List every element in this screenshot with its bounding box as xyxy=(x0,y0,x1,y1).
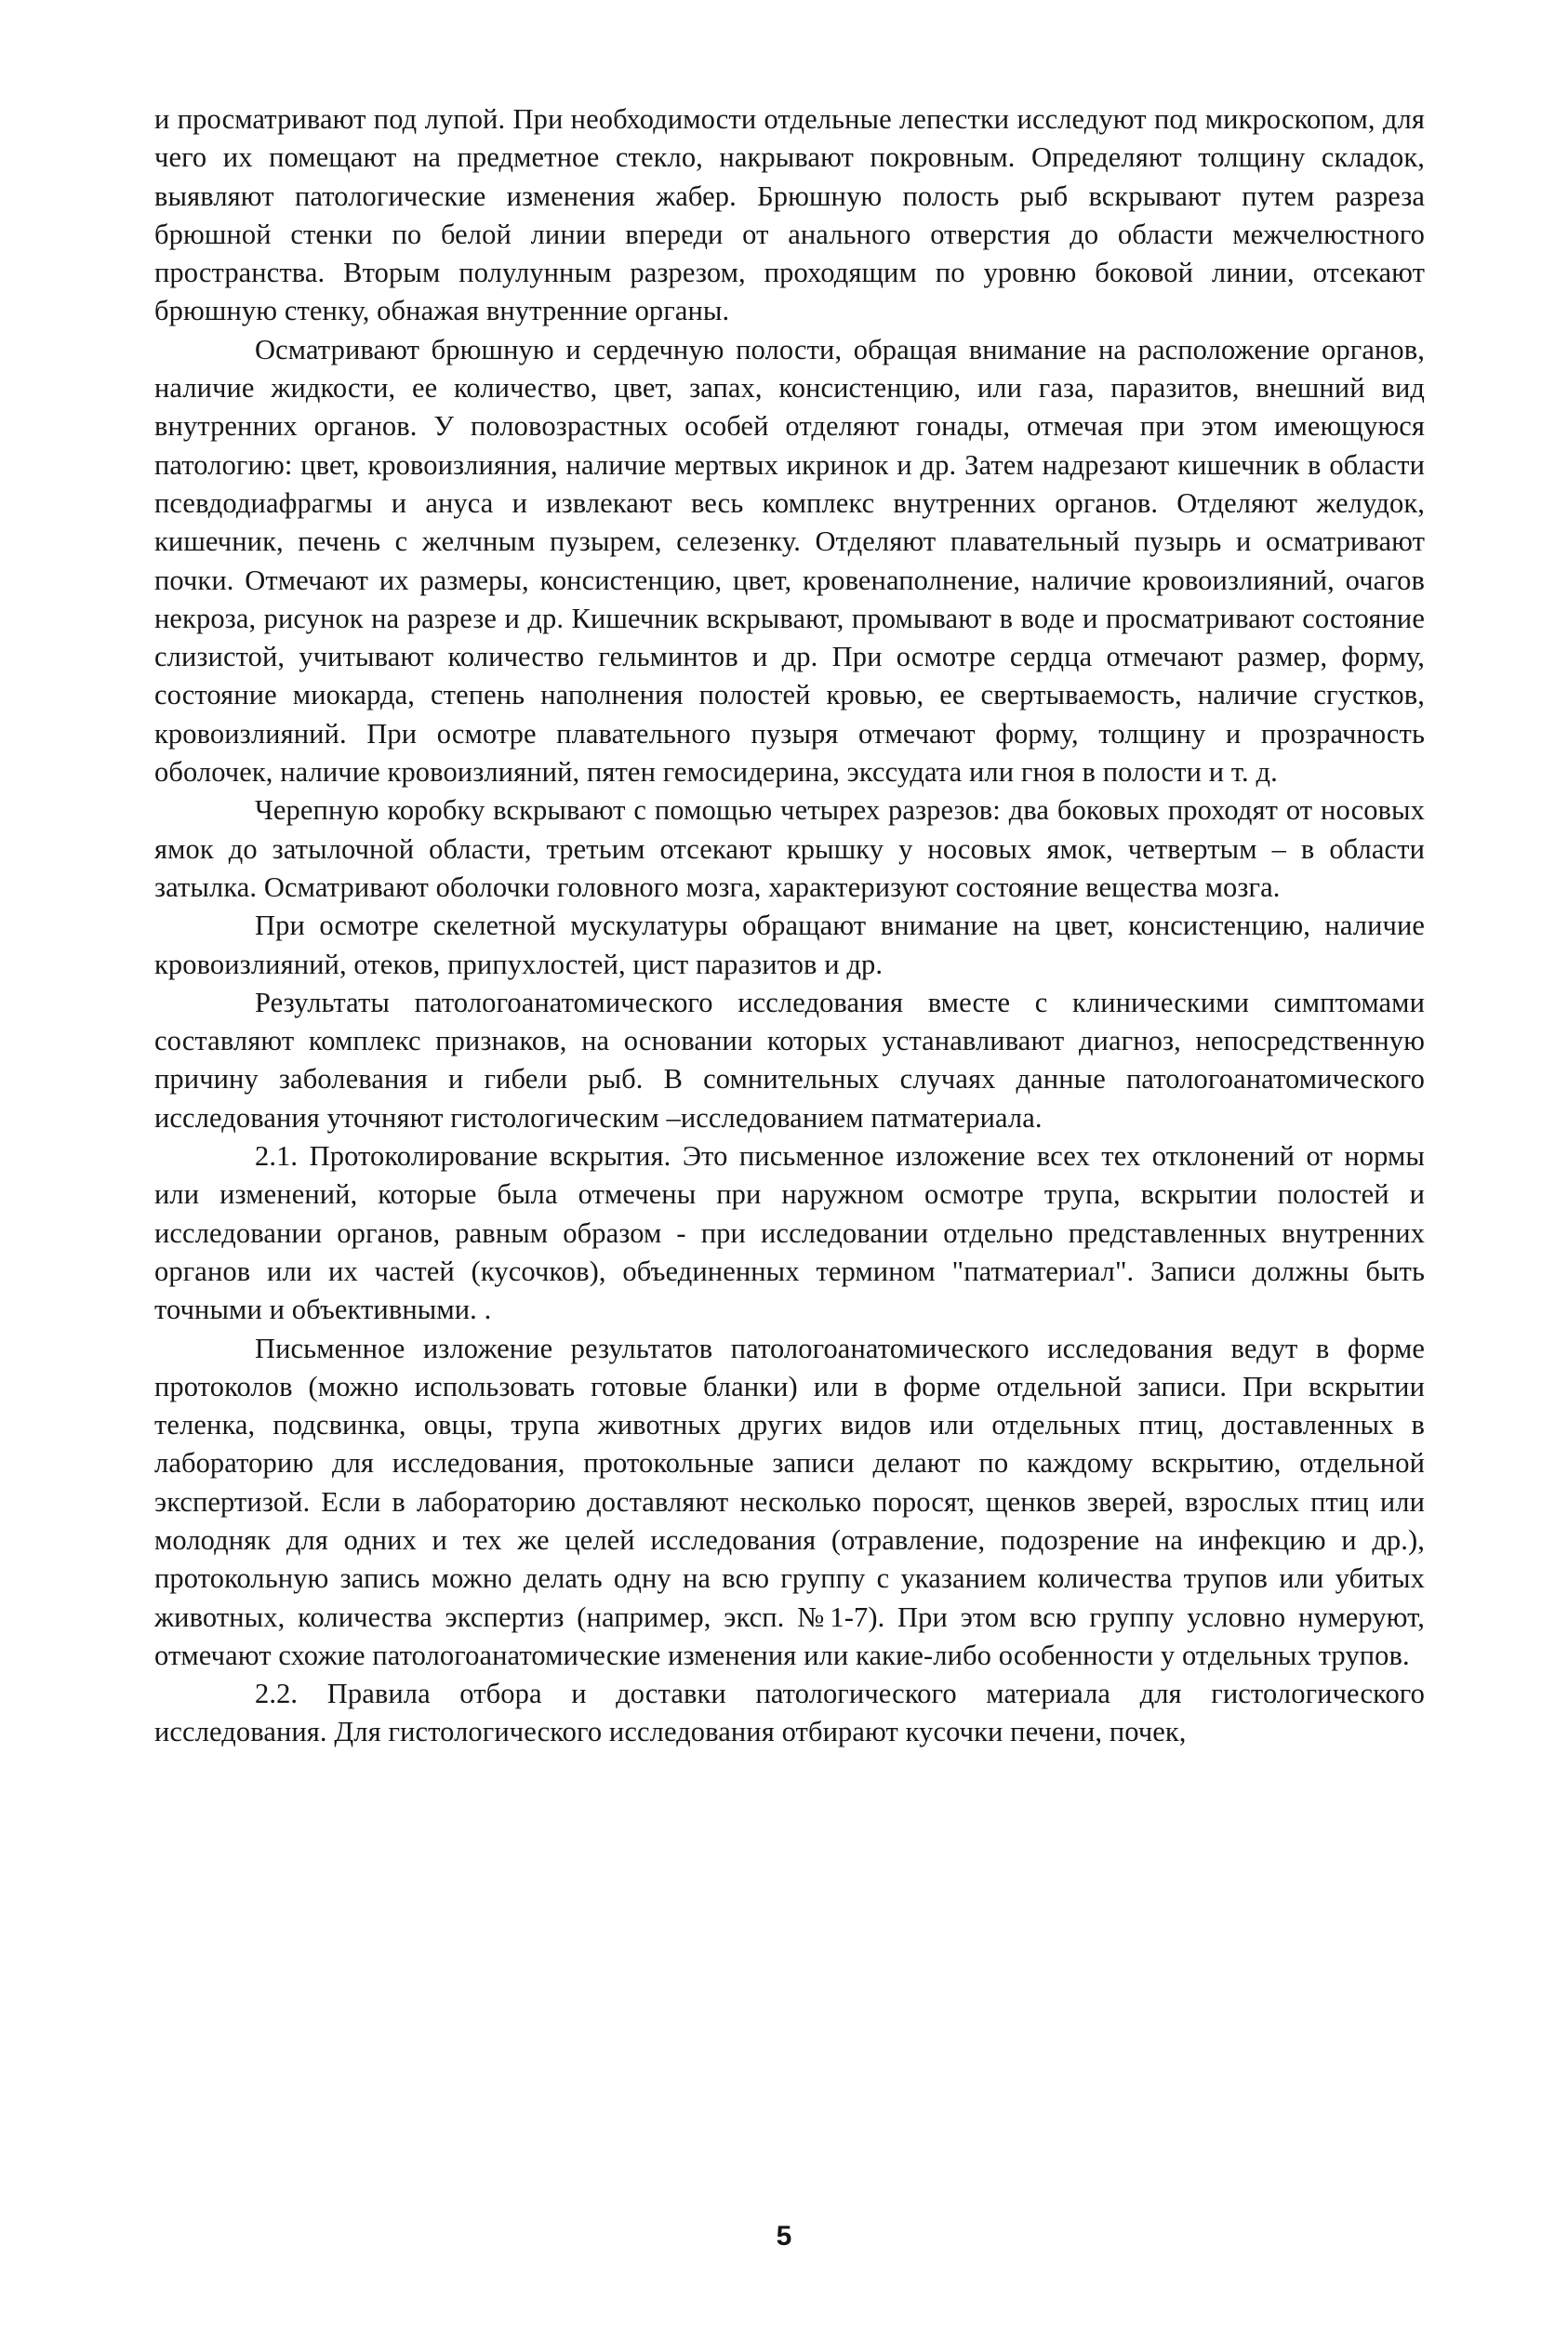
paragraph-gill-and-abdomen-opening: и просматривают под лупой. При необходимости отдельные лепестки исследуют под микроскопом, для чего их помещают на предметное стекло, накрывают покровным. Определяют толщину складок, выявляют патологические изменения жабер. Брюшную полость рыб вскрывают путем разреза брюшной стенки по белой линии впереди от анального отверстия до области межчелюстного пространства. Вторым полулунным разрезом, проходящим по уровню боковой линии, отсекают брюшную стенку, обнажая внутренние органы. xyxy=(154,103,1425,327)
paragraph-internal-organs-inspection: Осматривают брюшную и сердечную полости, обращая внимание на расположение органов, наличие жидкости, ее количество, цвет, запах, консистенцию, или газа, паразитов, внешний вид внутренних органов. У половозрастных особей отделяют гонады, отмечая при этом имеющуюся патологию: цвет, кровоизлияния, наличие мертвых икринок и др. Затем надрезают кишечник в области псевдодиафрагмы и ануса и извлекают весь комплекс внутренних органов. Отделяют желудок, кишечник, печень с желчным пузырем, селезенку. Отделяют плавательный пузырь и осматривают почки. Отмечают их размеры, консистенцию, цвет, кровенаполнение, наличие кровоизлияний, очагов некроза, рисунок на разрезе и др. Кишечник вскрывают, промывают в воде и просматривают состояние слизистой, учитывают количество гельминтов и др. При осмотре сердца отмечают размер, форму, состояние миокарда, степень наполнения полостей кровью, ее свертываемость, наличие сгустков, кровоизлияний. При осмотре плавательного пузыря отмечают форму, толщину и прозрачность оболочек, наличие кровоизлияний, пятен гемосидерина, экссудата или гноя в полости и т. д. xyxy=(154,333,1425,789)
paragraph-protocol-format: Письменное изложение результатов патологоанатомического исследования ведут в форме протоколов (можно использовать готовые бланки) или в форме отдельной записи. При вскрытии теленка, подсвинка, овцы, трупа животных других видов или отдельных птиц, доставленных в лабораторию для исследования, протокольные записи делают по каждому вскрытию, отдельной экспертизой. Если в лабораторию доставляют несколько поросят, щенков зверей, взрослых птиц или молодняк для одних и тех же целей исследования (отравление, подозрение на инфекцию и др.), протокольную запись можно делать одну на всю группу с указанием количества трупов или убитых животных, количества экспертиз (например, эксп. №1-7). При этом всю группу условно нумеруют, отмечают схожие патологоанатомические изменения или какие-либо особенности у отдельных трупов. xyxy=(154,1332,1425,1671)
paragraph-section-2-2-sampling: 2.2. Правила отбора и доставки патологического материала для гистологического исследования. Для гистологического исследования отбирают кусочки печени, почек, xyxy=(154,1678,1425,1748)
paragraph-section-2-1-protocol: 2.1. Протоколирование вскрытия. Это письменное изложение всех тех отклонений от нормы или изменений, которые была отмечены при наружном осмотре трупа, вскрытии полостей и исследовании органов, равным образом - при исследовании отдельно представленных внутренних органов или их частей (кусочков), объединенных термином "патматериал". Записи должны быть точными и объективными. . xyxy=(154,1140,1425,1326)
paragraph-skull-opening: Черепную коробку вскрывают с помощью четырех разрезов: два боковых проходят от носовых ямок до затылочной области, третьим отсекают крышку у носовых ямок, четвертым – в области затылка. Осматривают оболочки головного мозга, характеризуют состояние вещества мозга. xyxy=(154,794,1425,903)
body-text xyxy=(154,100,1425,1752)
page-number: 5 xyxy=(776,2221,792,2251)
paragraph-results-diagnosis: Результаты патологоанатомического исследования вместе с клиническими симптомами составляют комплекс признаков, на основании которых устанавливают диагноз, непосредственную причину заболевания и гибели рыб. В сомнительных случаях данные патологоанатомического исследования уточняют гистологическим –исследованием патматериала. xyxy=(154,986,1425,1134)
paragraph-skeletal-muscles: При осмотре скелетной мускулатуры обращают внимание на цвет, консистенцию, наличие кровоизлияний, отеков, припухлостей, цист паразитов и др. xyxy=(154,910,1425,980)
